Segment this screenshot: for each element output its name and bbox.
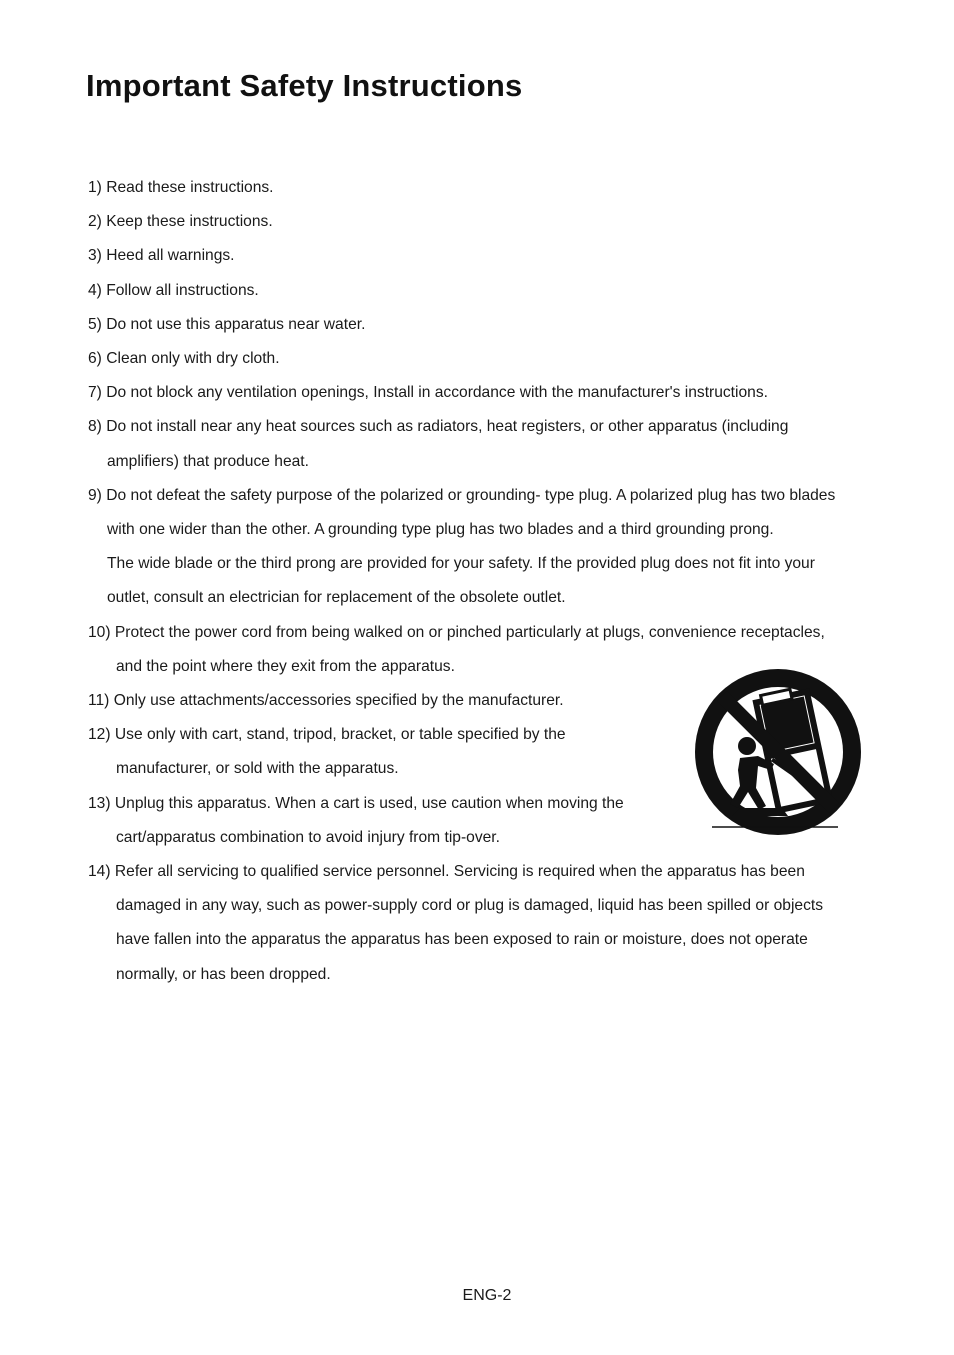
instruction-text: [88, 171, 888, 205]
instruction-item: [88, 342, 888, 376]
instruction-line: Unplug this apparatus. When a cart is used, use caution when moving the: [114, 794, 624, 812]
instruction-text-continued: damaged in any way, such as power-supply cord or plug is damaged, liquid has been spilled or objects: [116, 897, 824, 915]
instruction-number: 6): [88, 350, 102, 368]
instruction-text-continued: cart/apparatus combination to avoid injury from tip-over.: [116, 828, 500, 846]
instruction-text: [88, 205, 888, 239]
page-number: ENG-2: [462, 1287, 512, 1304]
instruction-line: Do not install near any heat sources such as radiators, heat registers, or other apparatus (including: [106, 418, 789, 436]
instruction-number: 14): [88, 863, 111, 881]
instruction-item: [88, 855, 888, 992]
instruction-text: [88, 274, 888, 308]
instruction-number: 5): [88, 315, 102, 333]
instruction-number: 13): [88, 794, 111, 812]
instruction-line: Only use attachments/accessories specified by the manufacturer.: [113, 692, 564, 710]
instruction-text: [88, 239, 888, 273]
instruction-text-continued: have fallen into the apparatus the apparatus has been exposed to rain or moisture, does not operate: [116, 931, 808, 949]
instruction-text-continued: The wide blade or the third prong are provided for your safety. If the provided plug does not fit into your: [107, 555, 815, 573]
instruction-line: Keep these instructions.: [106, 213, 273, 231]
instruction-text-continued: normally, or has been dropped.: [116, 965, 331, 983]
instruction-item: [88, 205, 888, 239]
instruction-number: 12): [88, 726, 111, 744]
instruction-line: Do not defeat the safety purpose of the polarized or grounding- type plug. A polarized plug has two blades: [106, 486, 836, 504]
instruction-number: 3): [88, 247, 102, 265]
instruction-number: 7): [88, 384, 102, 402]
instruction-item: [88, 479, 888, 616]
instruction-number: 2): [88, 213, 102, 231]
instruction-text-continued: and the point where they exit from the apparatus.: [116, 657, 455, 675]
instruction-line: Do not use this apparatus near water.: [106, 315, 366, 333]
instruction-item: [88, 274, 888, 308]
instruction-line: Heed all warnings.: [106, 247, 235, 265]
instruction-text: [88, 479, 888, 513]
instruction-text-continued: with one wider than the other. A grounding type plug has two blades and a third grounding prong.: [107, 521, 774, 539]
instruction-number: 8): [88, 418, 102, 436]
instruction-text: [88, 855, 888, 889]
instruction-number: 1): [88, 179, 102, 196]
instruction-text: [88, 410, 888, 444]
instruction-text-continued: manufacturer, or sold with the apparatus.: [116, 760, 399, 778]
instruction-number: 9): [88, 486, 102, 504]
instruction-line: Clean only with dry cloth.: [106, 350, 280, 368]
instruction-text-continued: outlet, consult an electrician for replacement of the obsolete outlet.: [107, 589, 566, 607]
instruction-item: [88, 308, 888, 342]
instruction-line: Use only with cart, stand, tripod, bracket, or table specified by the: [114, 726, 566, 744]
instruction-text-continued: amplifiers) that produce heat.: [107, 452, 309, 470]
instruction-line: Read these instructions.: [106, 179, 274, 196]
instruction-text: [88, 308, 888, 342]
instruction-text: [88, 376, 888, 410]
instruction-item: [88, 410, 888, 478]
cart-tip-over-warning-icon: [692, 666, 864, 836]
instruction-number: 11): [88, 692, 110, 710]
safety-instruction-list: [88, 171, 888, 992]
instruction-line: Protect the power cord from being walked on or pinched particularly at plugs, convenience receptacles,: [114, 623, 825, 641]
instruction-text: [88, 342, 888, 376]
instruction-line: Refer all servicing to qualified service personnel. Servicing is required when the apparatus has been: [114, 863, 805, 881]
instruction-line: Follow all instructions.: [106, 281, 259, 299]
instruction-text: [88, 616, 888, 650]
instruction-number: 10): [88, 623, 111, 641]
page-title: Important Safety Instructions: [86, 68, 523, 103]
instruction-number: 4): [88, 281, 102, 299]
instruction-item: [88, 376, 888, 410]
instruction-item: [88, 171, 888, 205]
instruction-line: Do not block any ventilation openings, Install in accordance with the manufacturer's instructions.: [106, 384, 768, 402]
instruction-item: [88, 239, 888, 273]
